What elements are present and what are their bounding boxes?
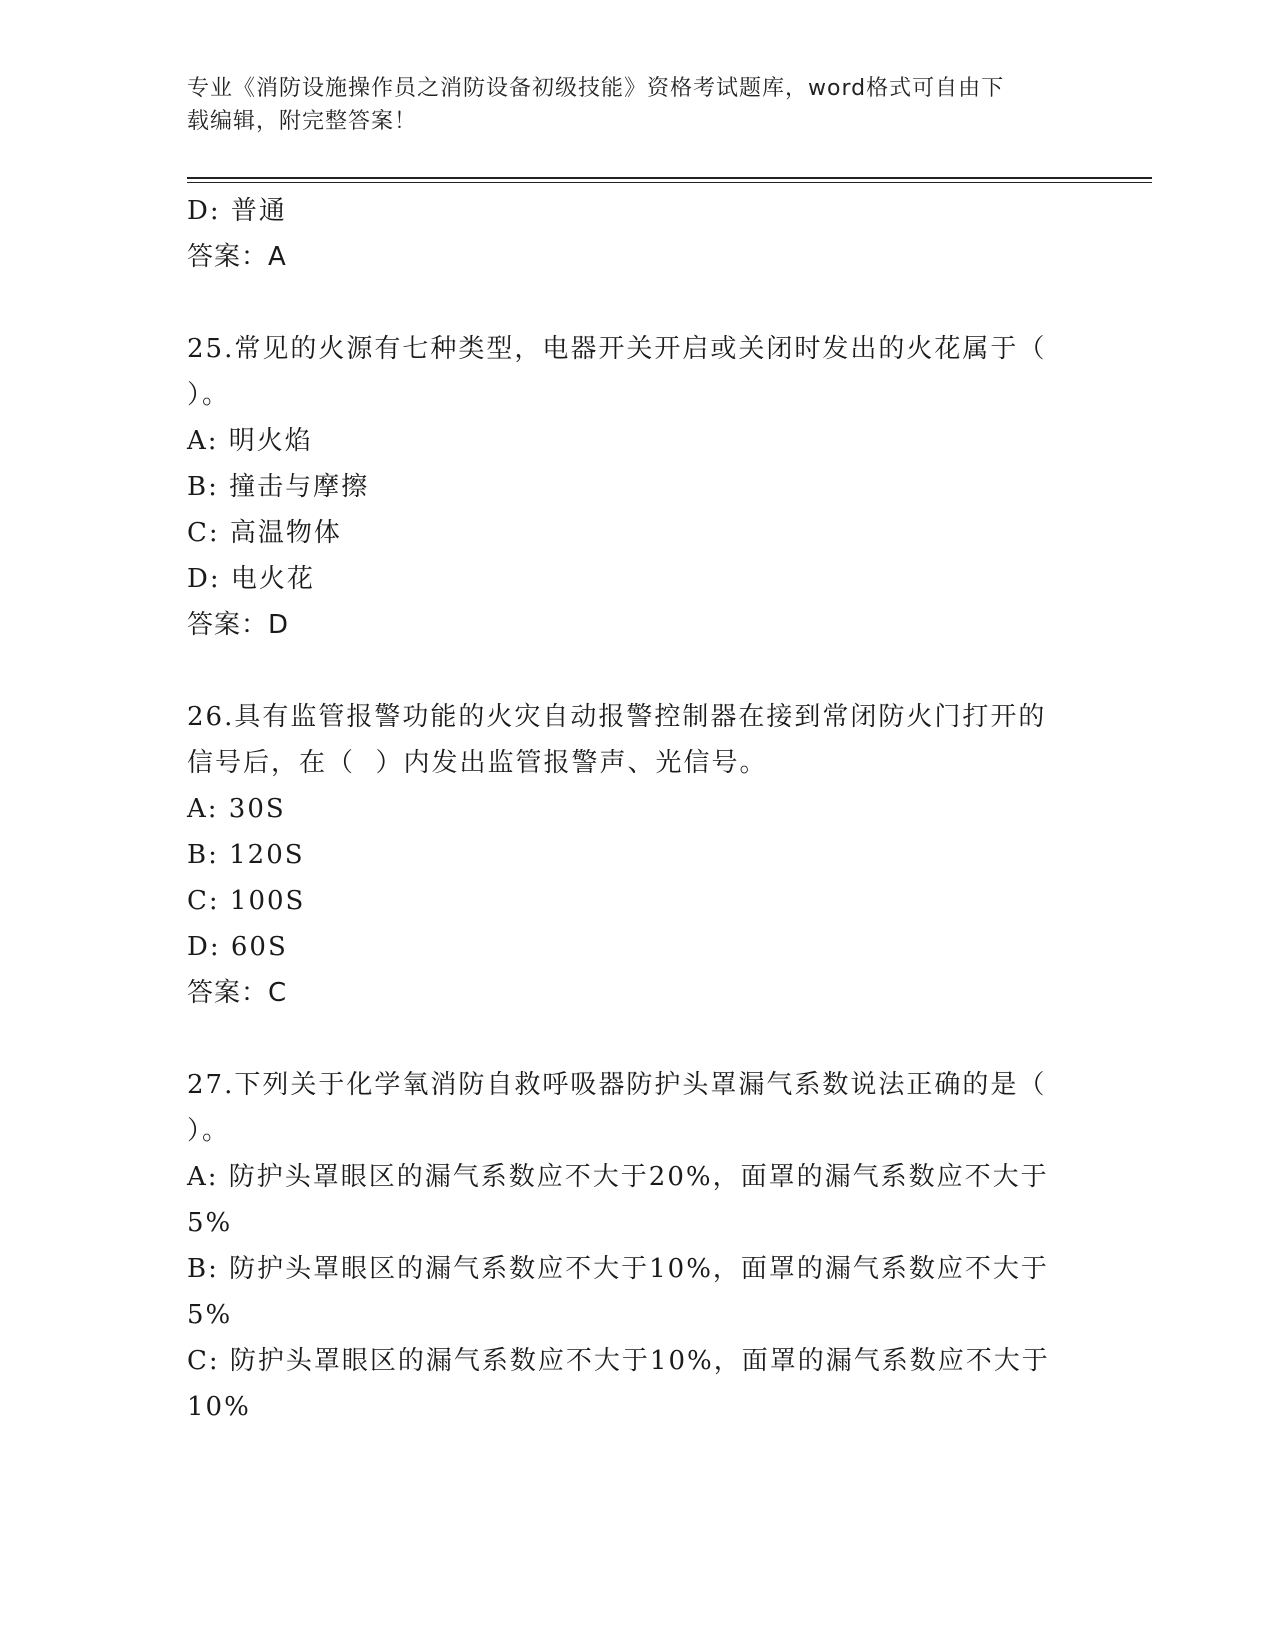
option-c-cont: 10% [187, 1392, 251, 1422]
question-stem-cont: 信号后，在（ ）内发出监管报警声、光信号。 [187, 748, 768, 778]
prev-option-d: D: 普通 [187, 196, 287, 226]
question-stem: 25.常见的火源有七种类型，电器开关开启或关闭时发出的火花属于（ [187, 334, 1047, 364]
option-a: A: 明火焰 [187, 426, 313, 456]
option-c: C: 防护头罩眼区的漏气系数应不大于10%，面罩的漏气系数应不大于 [187, 1346, 1050, 1376]
question-stem-cont: ）。 [187, 380, 231, 410]
question-stem: 27.下列关于化学氧消防自救呼吸器防护头罩漏气系数说法正确的是（ [187, 1070, 1047, 1100]
option-c: C: 高温物体 [187, 518, 342, 548]
header-divider-thin [187, 182, 1152, 183]
question-stem: 26.具有监管报警功能的火灾自动报警控制器在接到常闭防火门打开的 [187, 702, 1047, 732]
document-body [187, 188, 1087, 1430]
question-25 [187, 326, 1087, 648]
question-27 [187, 1062, 1087, 1430]
question-stem-cont: ）。 [187, 1116, 231, 1146]
header-line-2: 载编辑，附完整答案！ [187, 109, 418, 134]
option-a: A: 30S [187, 794, 286, 824]
option-b-cont: 5% [187, 1300, 233, 1330]
document-header [187, 72, 1067, 138]
question-26 [187, 694, 1087, 1016]
option-d: D: 电火花 [187, 564, 315, 594]
option-a: A: 防护头罩眼区的漏气系数应不大于20%，面罩的漏气系数应不大于 [187, 1162, 1049, 1192]
option-b: B: 120S [187, 840, 305, 870]
header-divider-thick [187, 177, 1152, 179]
answer: 答案：C [187, 978, 288, 1008]
header-line-1: 专业《消防设施操作员之消防设备初级技能》资格考试题库，word格式可自由下 [187, 76, 1005, 101]
option-a-cont: 5% [187, 1208, 233, 1238]
prev-answer: 答案：A [187, 242, 287, 272]
option-d: D: 60S [187, 932, 288, 962]
option-c: C: 100S [187, 886, 306, 916]
option-b: B: 防护头罩眼区的漏气系数应不大于10%，面罩的漏气系数应不大于 [187, 1254, 1049, 1284]
answer: 答案：D [187, 610, 290, 640]
option-b: B: 撞击与摩擦 [187, 472, 370, 502]
